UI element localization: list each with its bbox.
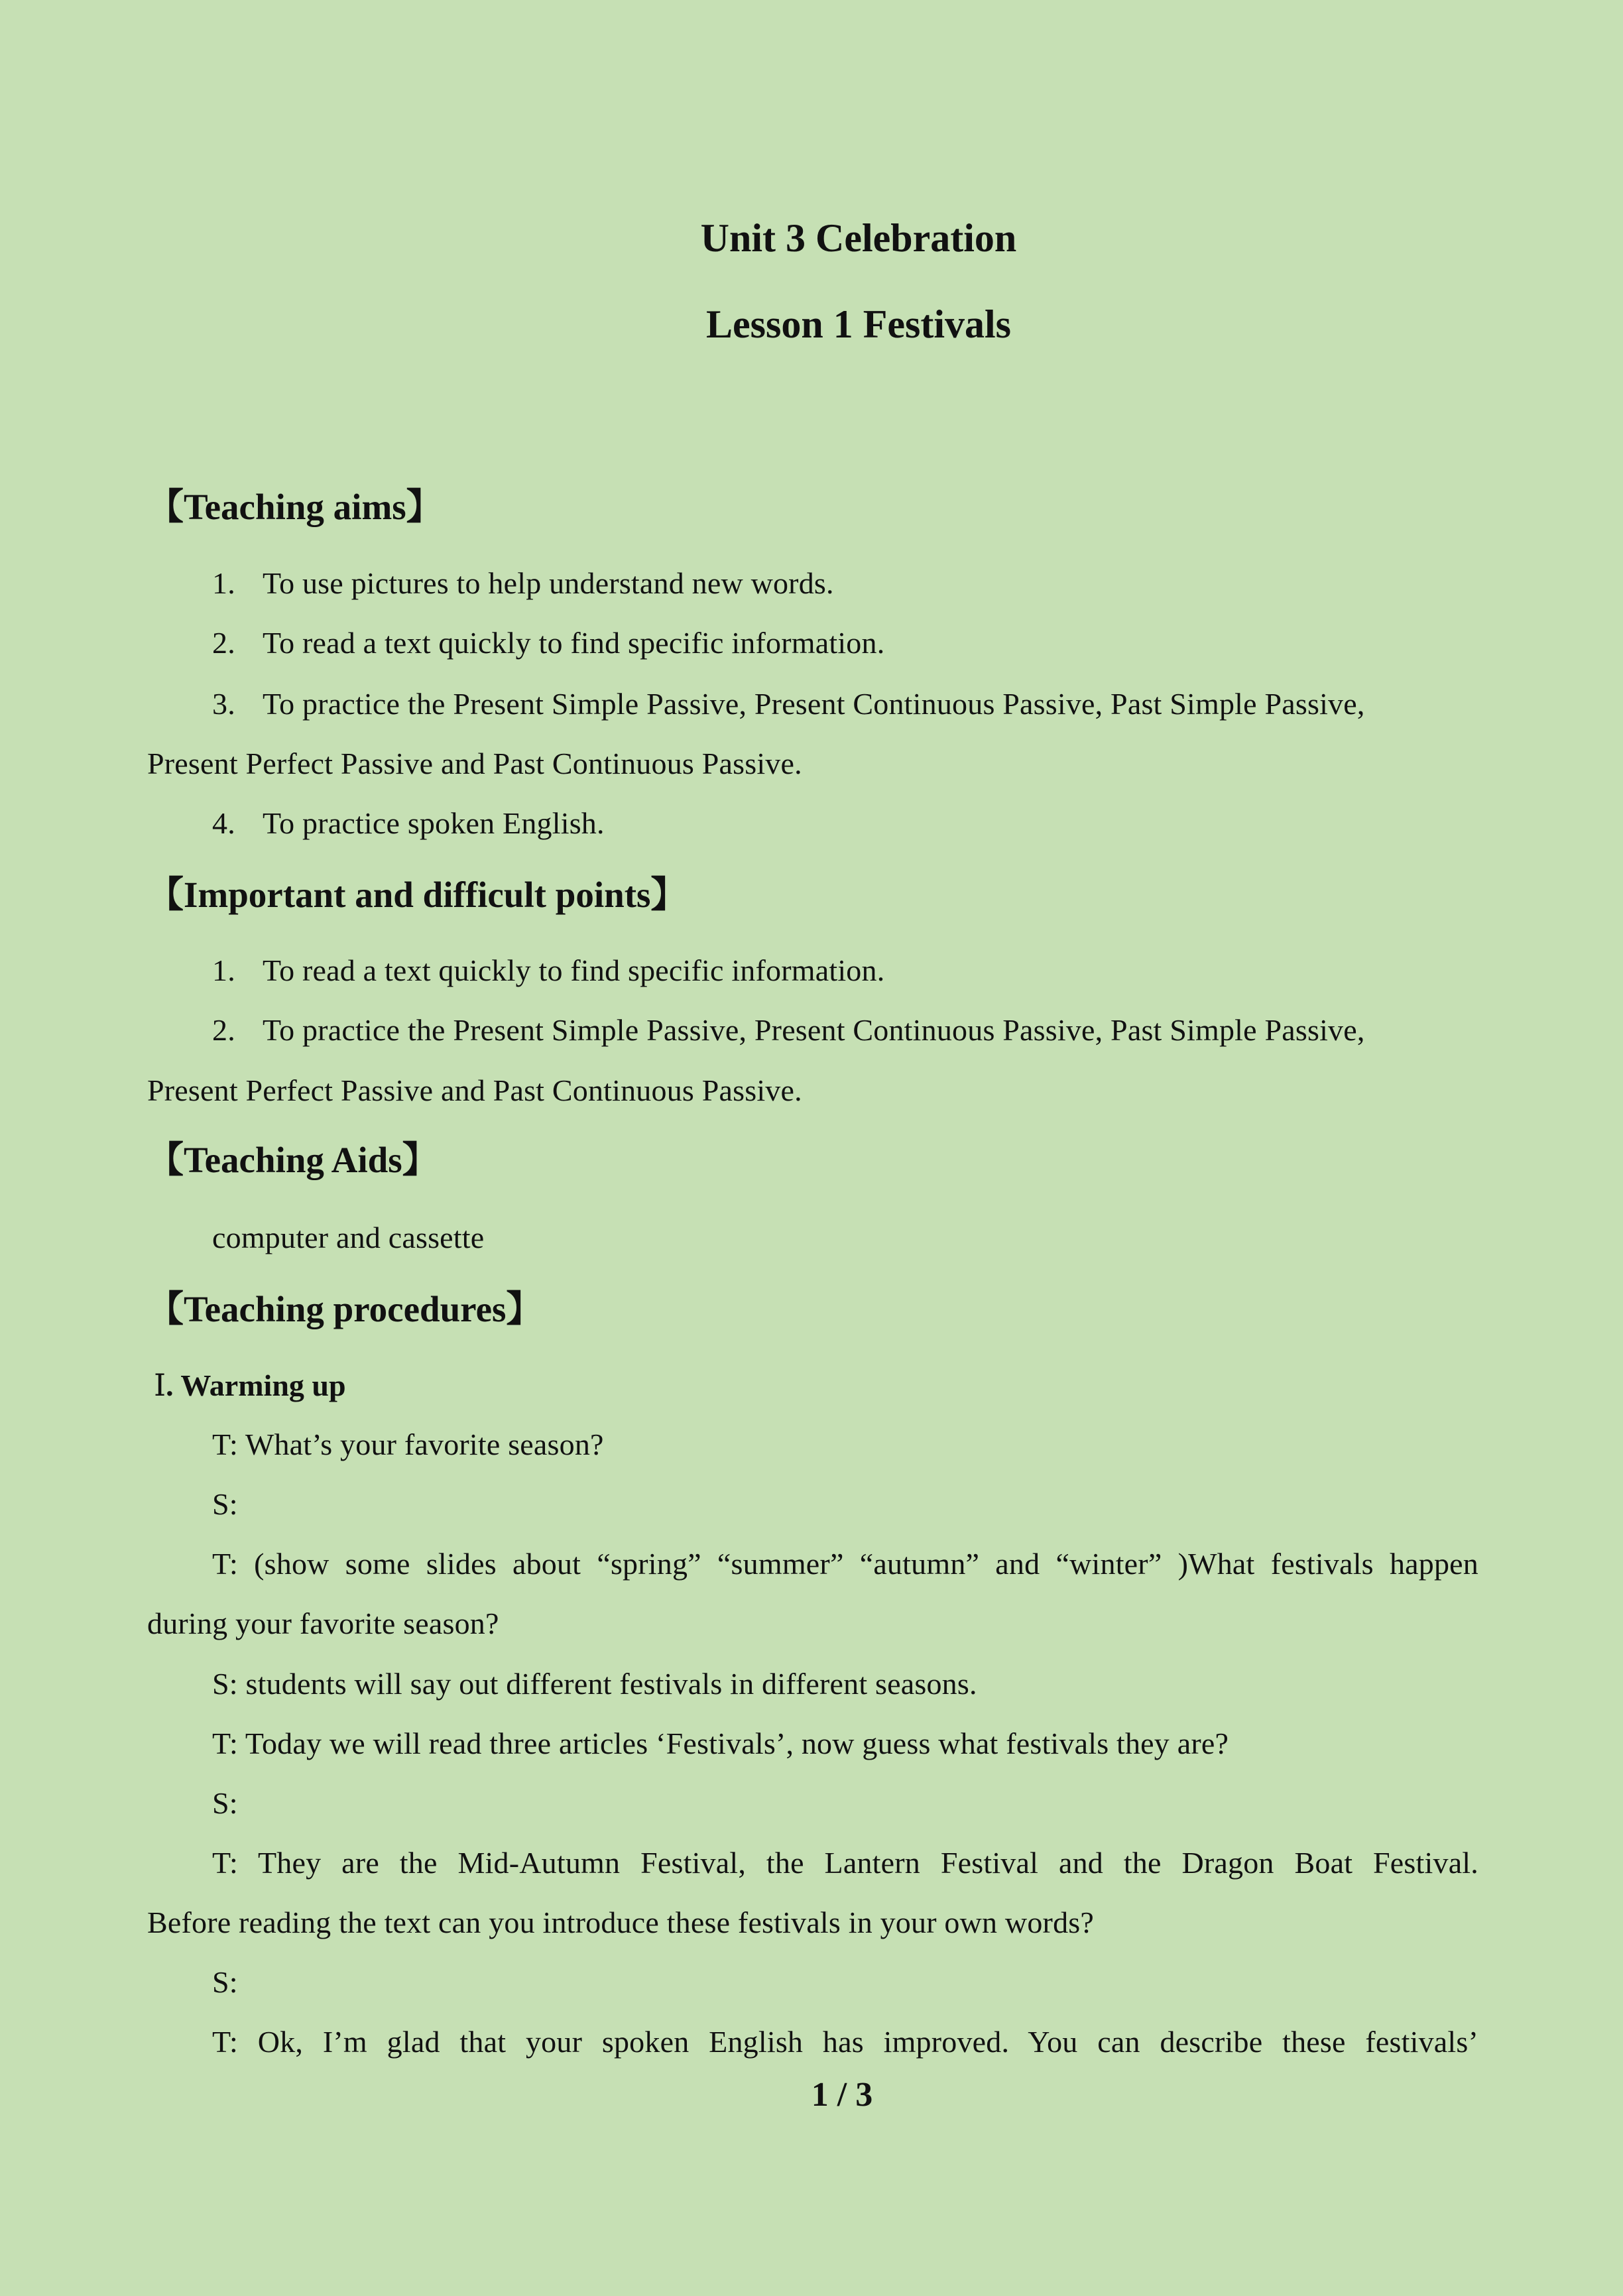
unit-title: Unit 3 Celebration — [700, 216, 1017, 260]
aim-item-text: To practice the Present Simple Passive, Present Continuous Passive, Past Simple Passive, — [263, 687, 1365, 721]
dialogue-line: S: students will say out different festivals in different seasons. — [212, 1667, 977, 1701]
aim-item-number: 2. — [212, 626, 235, 660]
important-points-heading: 【Important and difficult points】 — [147, 875, 688, 915]
aim-item-4 — [212, 806, 605, 841]
aim-item-number: 1. — [212, 566, 235, 600]
aim-item-3 — [212, 686, 1431, 721]
dialogue-line: T: Ok, I’m glad that your spoken English has improved. You can describe these festivals’ — [212, 2025, 1478, 2059]
point-item-text: To practice the Present Simple Passive, Present Continuous Passive, Past Simple Passive, — [263, 1013, 1365, 1047]
aim-item-number: 4. — [212, 806, 235, 840]
dialogue-line: during your favorite season? — [147, 1606, 499, 1640]
dialogue-line: T: They are the Mid-Autumn Festival, the Lantern Festival and the Dragon Boat Festival. — [212, 1846, 1478, 1880]
page-number: 1 / 3 — [811, 2076, 873, 2114]
dialogue-line: Before reading the text can you introduce these festivals in your own words? — [147, 1905, 1094, 1939]
point-item-2-continued: Present Perfect Passive and Past Continuous Passive. — [147, 1073, 802, 1107]
aim-item-2 — [212, 625, 884, 660]
point-item-2 — [212, 1012, 1365, 1048]
aim-item-1 — [212, 566, 834, 601]
dialogue-line: T: Today we will read three articles ‘Festivals’, now guess what festivals they are? — [212, 1726, 1229, 1760]
aim-item-text: To read a text quickly to find specific information. — [263, 626, 885, 660]
teaching-aids-text: computer and cassette — [212, 1221, 485, 1254]
section-warming-up-heading — [154, 1367, 346, 1403]
teaching-procedures-heading: 【Teaching procedures】 — [147, 1289, 543, 1329]
lesson-title: Lesson 1 Festivals — [705, 302, 1012, 346]
dialogue-line: S: — [212, 1786, 238, 1820]
dialogue-line: S: — [212, 1487, 238, 1521]
teaching-aids-heading: 【Teaching Aids】 — [147, 1140, 439, 1180]
section-numeral: Ⅰ — [154, 1368, 166, 1402]
point-item-number: 1. — [212, 953, 235, 987]
aim-item-number: 3. — [212, 687, 235, 721]
teaching-aims-heading: 【Teaching aims】 — [147, 487, 443, 527]
dialogue-line: S: — [212, 1965, 238, 1999]
aim-item-text: To use pictures to help understand new words. — [263, 566, 834, 600]
dialogue-line: T: (show some slides about “spring” “summer” “autumn” and “winter” )What festivals happen — [212, 1547, 1478, 1581]
point-item-number: 2. — [212, 1013, 235, 1047]
dialogue-line: T: What’s your favorite season? — [212, 1427, 604, 1461]
aim-item-text: To practice spoken English. — [263, 806, 605, 840]
point-item-text: To read a text quickly to find specific information. — [263, 953, 885, 987]
aim-item-3-continued: Present Perfect Passive and Past Continuous Passive. — [147, 747, 802, 780]
section-title: . Warming up — [166, 1368, 346, 1402]
point-item-1 — [212, 953, 884, 988]
